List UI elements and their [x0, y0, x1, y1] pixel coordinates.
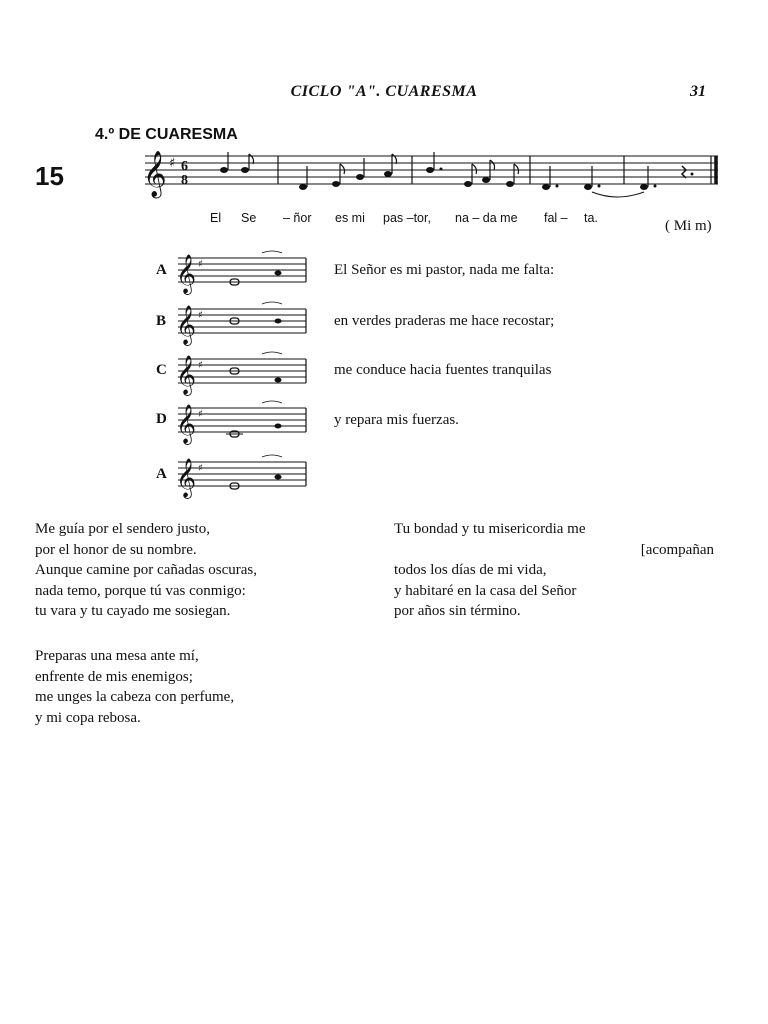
lyric-syllable: – ñor	[283, 211, 312, 225]
stanza-line-continuation: [acompañan	[640, 541, 714, 558]
svg-text:𝄞: 𝄞	[176, 254, 197, 294]
key-signature-label: ( Mi m)	[665, 218, 712, 234]
verse-letter: D	[156, 411, 167, 427]
svg-text:𝄞: 𝄞	[176, 355, 197, 395]
stanza-line: por años sin término.	[394, 603, 521, 619]
stanza-line: Me guía por el sendero justo,	[35, 521, 210, 537]
stanza-line: y habitaré en la casa del Señor	[394, 582, 577, 599]
svg-text:𝄞: 𝄞	[176, 458, 197, 498]
svg-text:♯: ♯	[169, 156, 176, 171]
svg-text:8: 8	[181, 173, 188, 188]
verse-letter: B	[156, 313, 167, 329]
stanza-line: me unges la cabeza con perfume,	[35, 689, 235, 705]
svg-text:♯: ♯	[198, 360, 203, 371]
psalm-tone-staff	[174, 456, 314, 506]
lyric-syllable: fal –	[544, 211, 568, 225]
lyric-syllable: es mi	[335, 211, 365, 225]
svg-text:𝄞: 𝄞	[176, 305, 197, 345]
lyric-syllable: pas –tor,	[383, 211, 431, 225]
lyric-syllable: Se	[241, 211, 257, 225]
melody-staff	[0, 150, 768, 210]
stanza-line: enfrente de mis enemigos;	[35, 668, 193, 685]
lyric-syllable: El	[210, 211, 222, 225]
verse-letter: C	[156, 362, 167, 378]
psalm-tone-staff	[174, 402, 314, 452]
stanza-line: y mi copa rebosa.	[35, 709, 141, 726]
lyric-syllable: ta.	[584, 211, 598, 225]
stanza-line: nada temo, porque tú vas conmigo:	[35, 582, 246, 599]
svg-text:♯: ♯	[198, 409, 203, 420]
page-header-title: CICLO "A". CUARESMA	[290, 83, 478, 100]
psalm-tone-staff	[174, 353, 314, 403]
stanza-left-2	[35, 646, 234, 728]
svg-text:♯: ♯	[198, 463, 203, 474]
psalm-tone-staff	[174, 303, 314, 353]
psalm-number: 15	[35, 161, 64, 191]
svg-text:𝄞: 𝄞	[143, 151, 167, 197]
section-title: 4.º DE CUARESMA	[95, 126, 238, 143]
verse-text: El Señor es mi pastor, nada me falta:	[334, 262, 555, 278]
svg-text:6: 6	[181, 159, 188, 174]
svg-text:♯: ♯	[198, 259, 203, 270]
stanza-left-1	[35, 519, 257, 622]
stanza-line: por el honor de su nombre.	[35, 541, 197, 558]
stanza-line: Preparas una mesa ante mí,	[35, 648, 199, 664]
psalm-tone-staff	[174, 252, 314, 302]
stanza-line: Tu bondad y tu misericordia me	[394, 521, 586, 537]
verse-letter: A	[156, 262, 167, 278]
verse-text: en verdes praderas me hace recostar;	[334, 313, 555, 329]
page-number: 31	[690, 83, 706, 100]
verse-text: y repara mis fuerzas.	[334, 412, 459, 428]
svg-text:♯: ♯	[198, 310, 203, 321]
verse-letter: A	[156, 466, 167, 482]
verse-text: me conduce hacia fuentes tranquilas	[334, 362, 552, 378]
stanza-line: tu vara y tu cayado me sosiegan.	[35, 603, 231, 619]
stanza-line: todos los días de mi vida,	[394, 562, 547, 578]
svg-text:𝄞: 𝄞	[176, 404, 197, 444]
stanza-line: Aunque camine por cañadas oscuras,	[35, 562, 257, 578]
lyric-syllable: na – da me	[455, 211, 518, 225]
stanza-right	[394, 519, 714, 622]
